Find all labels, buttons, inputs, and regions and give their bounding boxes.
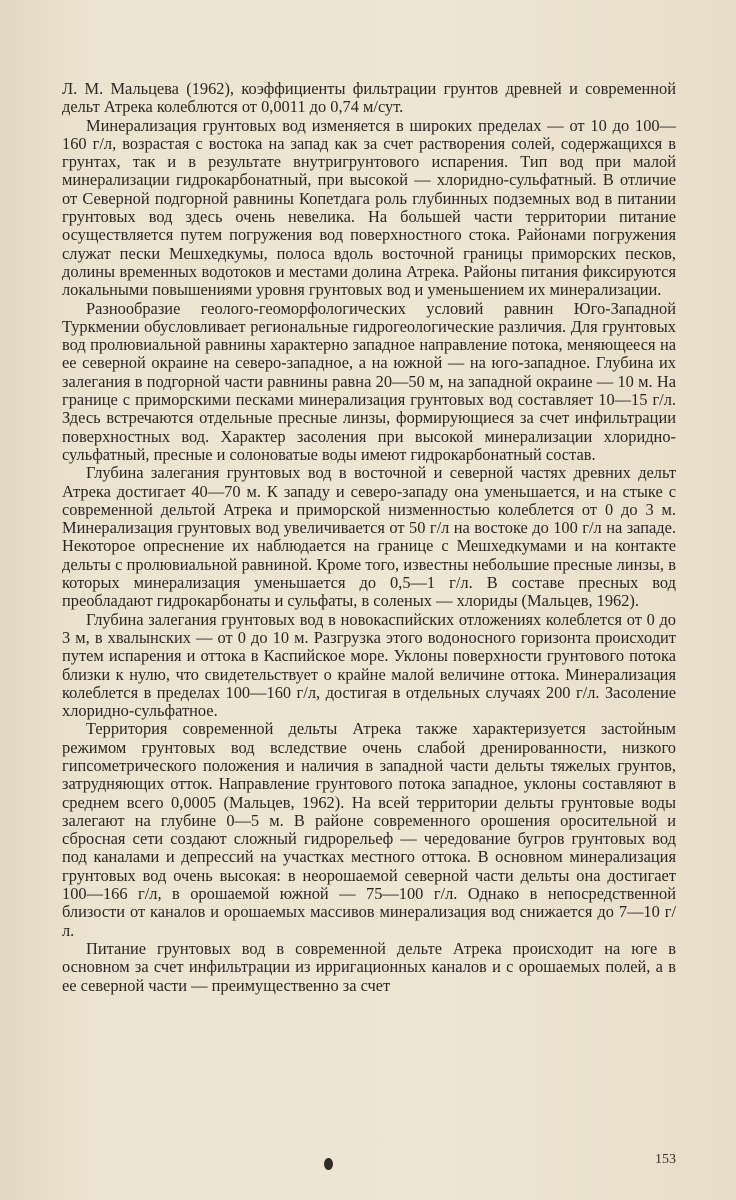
paragraph-2: Минерализация грунтовых вод изменяется в широких пределах — от 10 до 100—160 г/л, возрастая с востока на запад как за счет растворения солей, содержащихся в грунтах, так и в результате внутригрунтового испарения. Тип вод при малой минерализации гидрокарбонатный, при высокой — хлоридно-сульфатный. В отличие от Северной подгорной равнины Копетдага роль глубинных подземных вод в питании грунтовых вод здесь очень невелика. На большей части территории питание осуществляется путем погружения вод поверхностного стока. Районами погружения служат пески Мешхедкумы, полоса вдоль восточной границы приморских песков, долины временных водотоков и местами долина Атрека. Районы питания фиксируются локальными повышениями уровня грунтовых вод и уменьшением их минерализации. [62, 115, 676, 300]
paragraph-3: Разнообразие геолого-геоморфологических условий равнин Юго-Западной Туркмении обусловливает региональные гидрогеологические различия. Для грунтовых вод пролювиальной равнины характерно западное направление потока, меняющееся на ее северной окраине на северо-западное, а на южной — на юго-западное. Глубина их залегания в подгорной части равнины равна 20—50 м, на западной окраине — 10 м. На границе с приморскими песками минерализация грунтовых вод составляет 10—15 г/л. Здесь встречаются отдельные пресные линзы, формирующиеся за счет инфильтрации поверхностных вод. Характер засоления при высокой минерализации хлоридно-сульфатный, пресные и солоноватые воды имеют гидрокарбонатный состав. [62, 298, 676, 464]
paragraph-5: Глубина залегания грунтовых вод в новокаспийских отложениях колеблется от 0 до 3 м, в хвалынских — от 0 до 10 м. Разгрузка этого водоносного горизонта происходит путем испарения и оттока в Каспийское море. Уклоны поверхности грунтового потока близки к нулю, что свидетельствует о крайне малой величине оттока. Минерализация колеблется в пределах 100—160 г/л, достигая в отдельных случаях 200 г/л. Засоление хлоридно-сульфатное. [62, 609, 676, 721]
body-text [62, 80, 676, 995]
paragraph-7: Питание грунтовых вод в современной дельте Атрека происходит на юге в основном за счет инфильтрации из ирригационных каналов и с орошаемых полей, а в ее северной части — преимущественно за счет [62, 938, 676, 995]
page-number: 153 [655, 1152, 676, 1167]
paragraph-1: Л. М. Мальцева (1962), коэффициенты фильтрации грунтов древней и современной дельт Атрека колеблются от 0,0011 до 0,74 м/сут. [62, 79, 676, 117]
paragraph-4: Глубина залегания грунтовых вод в восточной и северной частях древних дельт Атрека достигает 40—70 м. К западу и северо-западу она уменьшается, и на стыке с современной дельтой Атрека и приморской низменностью колеблется от 0 до 3 м. Минерализация грунтовых вод увеличивается от 50 г/л на востоке до 100 г/л на западе. Некоторое опреснение их наблюдается на границе с Мешхедкумами и на контакте дельты с пролювиальной равниной. Кроме того, известны небольшие пресные линзы, в которых минерализация уменьшается до 0,5—1 г/л. В составе пресных вод преобладают гидрокарбонаты и сульфаты, в соленых — хлориды (Мальцев, 1962). [62, 463, 676, 611]
ink-dot-mark [324, 1158, 333, 1170]
paragraph-6: Территория современной дельты Атрека также характеризуется застойным режимом грунтовых вод вследствие очень слабой дренированности, низкого гипсометрического положения и наличия в западной части дельты тяжелых грунтов, затрудняющих отток. Направление грунтового потока западное, уклоны составляют в среднем всего 0,0005 (Мальцев, 1962). На всей территории дельты грунтовые воды залегают на глубине 0—5 м. В районе современного орошения оросительной и сбросная сети создают сложный гидрорельеф — чередование бугров грунтовых вод под каналами и депрессий на участках местного оттока. В основном минерализация грунтовых вод очень высокая: в неорошаемой северной части дельты она достигает 100—166 г/л, в орошаемой южной — 75—100 г/л. Однако в непосредственной близости от каналов и орошаемых массивов минерализация вод снижается до 7—10 г/л. [62, 719, 676, 940]
